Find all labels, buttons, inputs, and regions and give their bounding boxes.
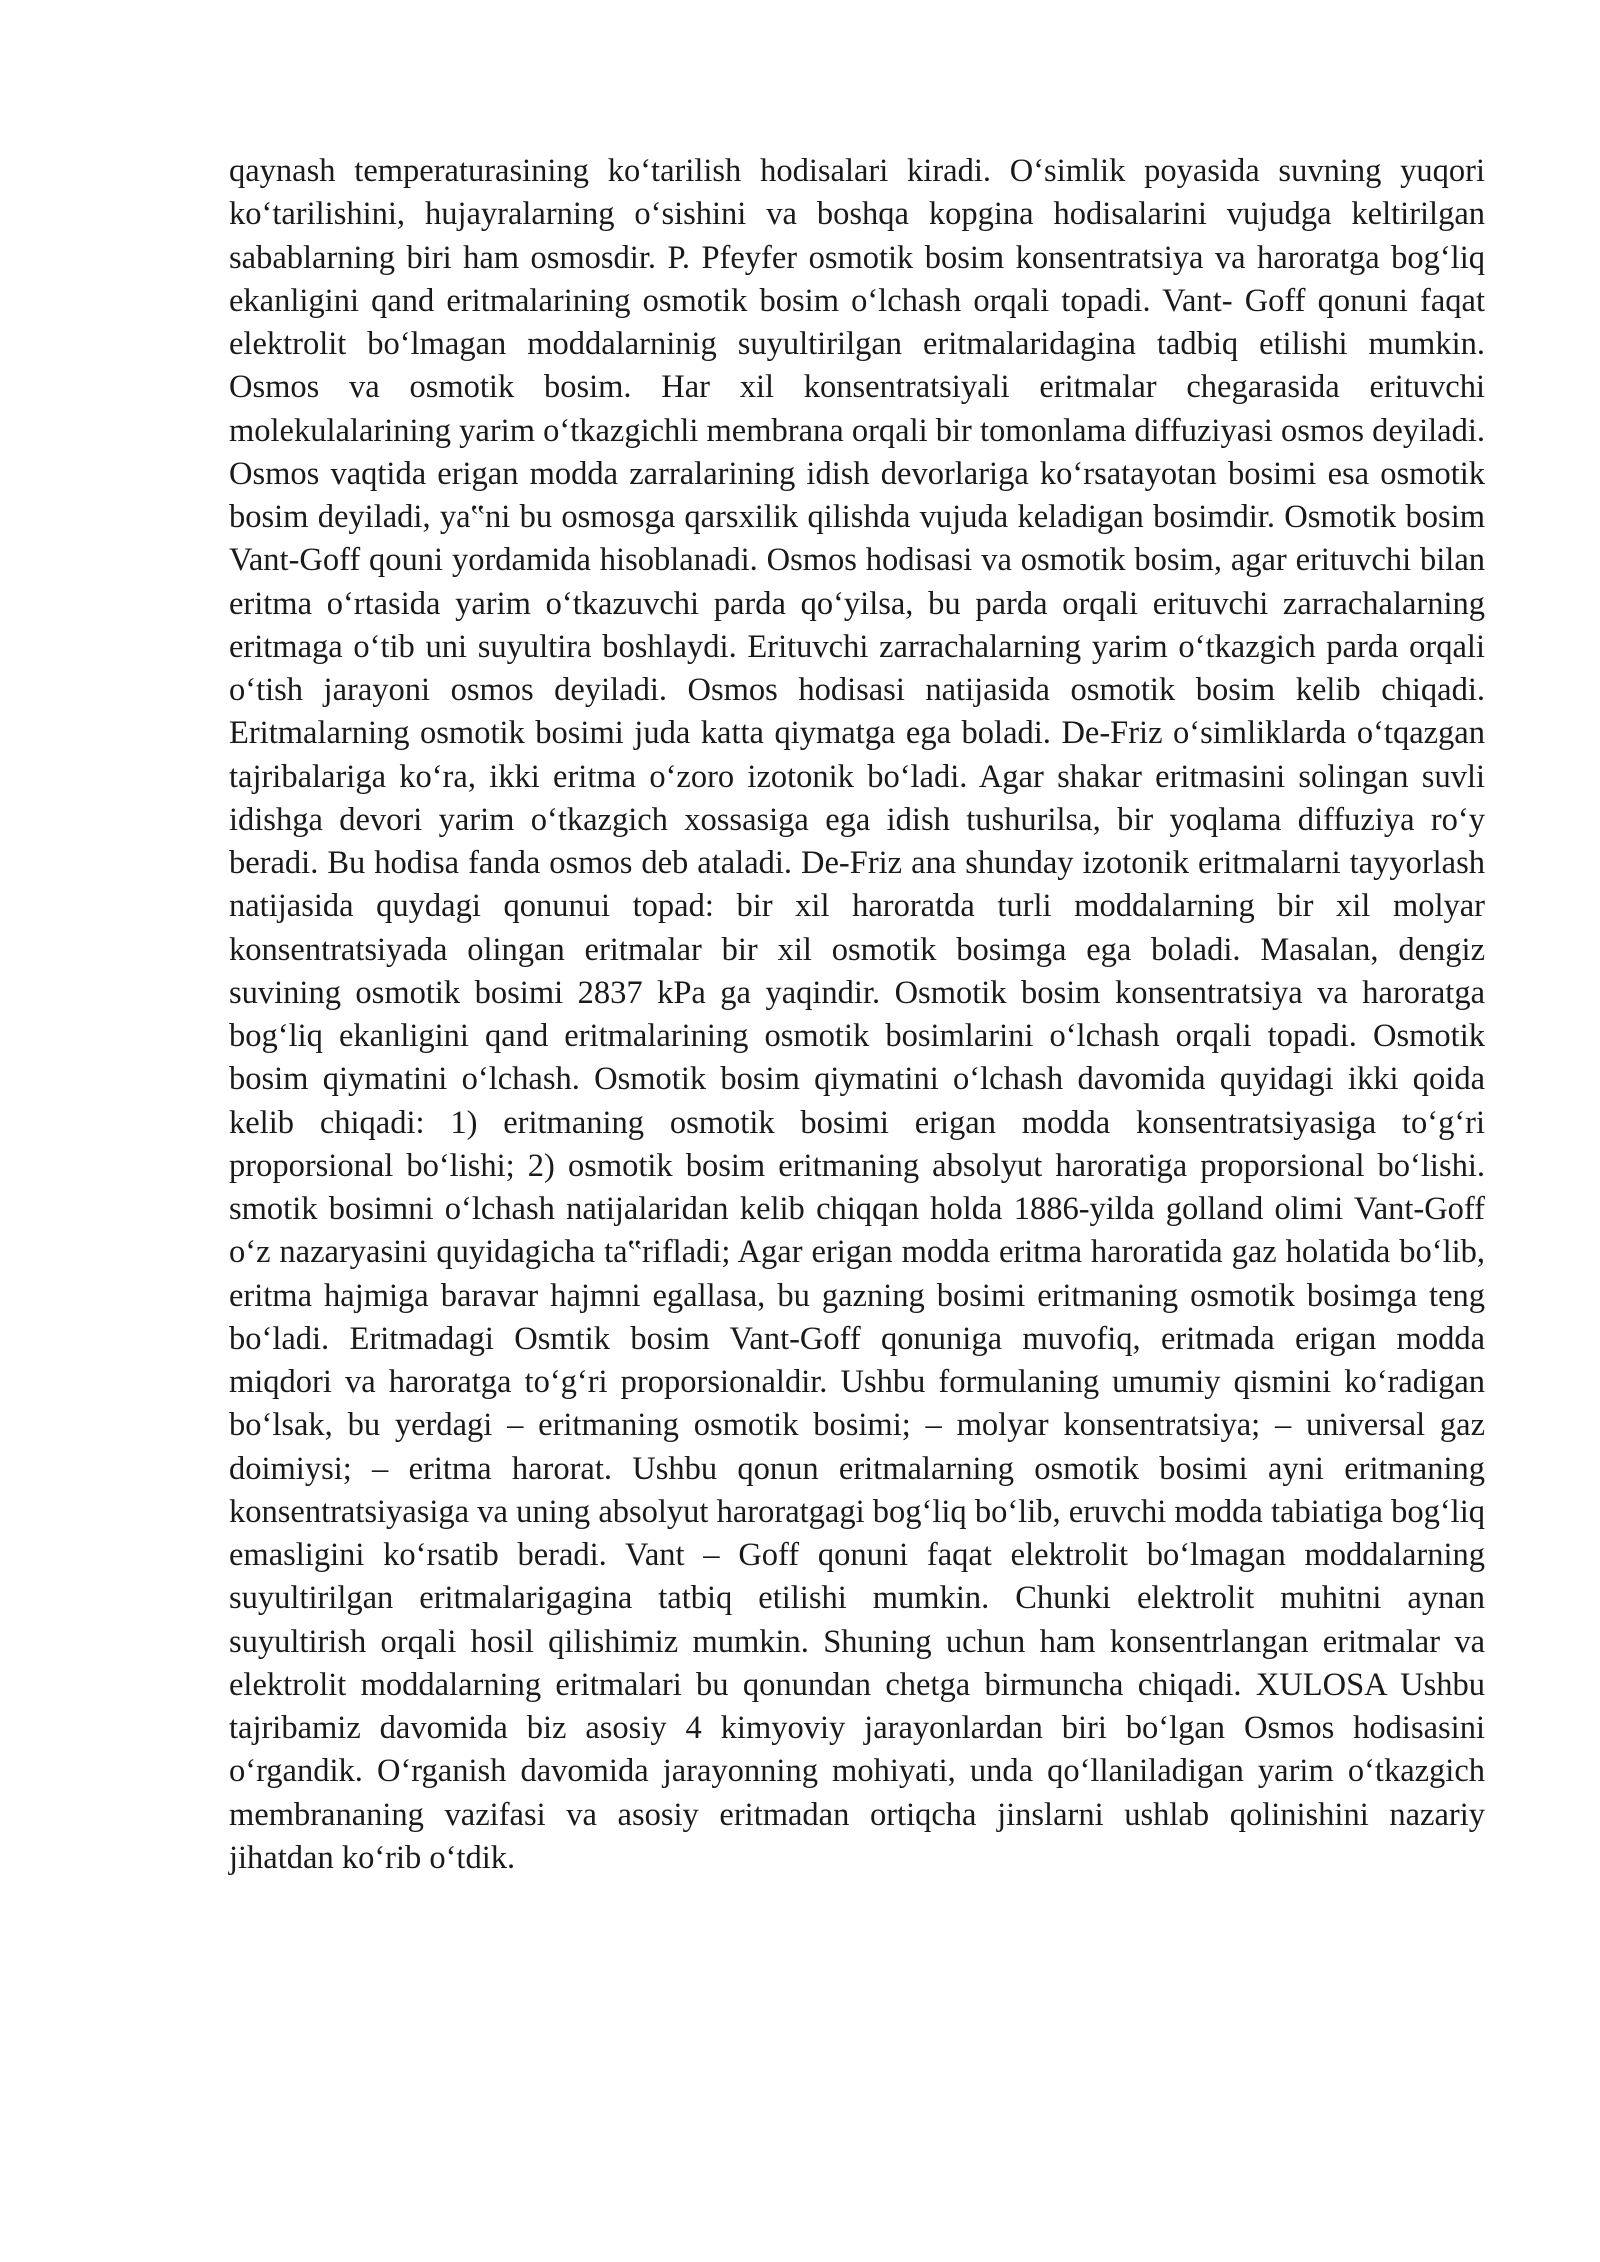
- body-text-block: [229, 150, 1485, 1880]
- body-paragraph: qaynash temperaturasining ko‘tarilish hodisalari kiradi. O‘simlik poyasida suvning yuqori ko‘tarilishini, hujayralarning o‘sishini va boshqa kopgina hodisalarini vujudga keltirilgan sabablarning biri ham osmosdir. P. Pfeyfer osmotik bosim konsentratsiya va haroratga bog‘liq ekanligini qand eritmalarining osmotik bosim o‘lchash orqali topadi. Vant- Goff qonuni faqat elektrolit bo‘lmagan moddalarninig suyultirilgan eritmalaridagina tadbiq etilishi mumkin. Osmos va osmotik bosim. Har xil konsentratsiyali eritmalar chegarasida erituvchi molekulalarining yarim o‘tkazgichli membrana orqali bir tomonlama diffuziyasi osmos deyiladi. Osmos vaqtida erigan modda zarralarining idish devorlariga ko‘rsatayotan bosimi esa osmotik bosim deyiladi, ya‟ni bu osmosga qarsxilik qilishda vujuda keladigan bosimdir. Osmotik bosim Vant-Goff qouni yordamida hisoblanadi. Osmos hodisasi va osmotik bosim, agar erituvchi bilan eritma o‘rtasida yarim o‘tkazuvchi parda qo‘yilsa, bu parda orqali erituvchi zarrachalarning eritmaga o‘tib uni suyultira boshlaydi. Erituvchi zarrachalarning yarim o‘tkazgich parda orqali o‘tish jarayoni osmos deyiladi. Osmos hodisasi natijasida osmotik bosim kelib chiqadi. Eritmalarning osmotik bosimi juda katta qiymatga ega boladi. De-Friz o‘simliklarda o‘tqazgan tajribalariga ko‘ra, ikki eritma o‘zoro izotonik bo‘ladi. Agar shakar eritmasini solingan suvli idishga devori yarim o‘tkazgich xossasiga ega idish tushurilsa, bir yoqlama diffuziya ro‘y beradi. Bu hodisa fanda osmos deb ataladi. De-Friz ana shunday izotonik eritmalarni tayyorlash natijasida quydagi qonunui topad: bir xil haroratda turli moddalarning bir xil molyar konsentratsiyada olingan eritmalar bir xil osmotik bosimga ega boladi. Masalan, dengiz suvining osmotik bosimi 2837 kPa ga yaqindir. Osmotik bosim konsentratsiya va haroratga bog‘liq ekanligini qand eritmalarining osmotik bosimlarini o‘lchash orqali topadi. Osmotik bosim qiymatini o‘lchash. Osmotik bosim qiymatini o‘lchash davomida quyidagi ikki qoida kelib chiqadi: 1) eritmaning osmotik bosimi erigan modda konsentratsiyasiga to‘g‘ri proporsional bo‘lishi; 2) osmotik bosim eritmaning absolyut haroratiga proporsional bo‘lishi. smotik bosimni o‘lchash natijalaridan kelib chiqqan holda 1886-yilda golland olimi Vant-Goff o‘z nazaryasini quyidagicha ta‟rifladi; Agar erigan modda eritma haroratida gaz holatida bo‘lib, eritma hajmiga baravar hajmni egallasa, bu gazning bosimi eritmaning osmotik bosimga teng bo‘ladi. Eritmadagi Osmtik bosim Vant-Goff qonuniga muvofiq, eritmada erigan modda miqdori va haroratga to‘g‘ri proporsionaldir. Ushbu formulaning umumiy qismini ko‘radigan bo‘lsak, bu yerdagi – eritmaning osmotik bosimi; – molyar konsentratsiya; – universal gaz doimiysi; – eritma harorat. Ushbu qonun eritmalarning osmotik bosimi ayni eritmaning konsentratsiyasiga va uning absolyut haroratgagi bog‘liq bo‘lib, eruvchi modda tabiatiga bog‘liq emasligini ko‘rsatib beradi. Vant – Goff qonuni faqat elektrolit bo‘lmagan moddalarning suyultirilgan eritmalarigagina tatbiq etilishi mumkin. Chunki elektrolit muhitni aynan suyultirish orqali hosil qilishimiz mumkin. Shuning uchun ham konsentrlangan eritmalar va elektrolit moddalarning eritmalari bu qonundan chetga birmuncha chiqadi. XULOSA Ushbu tajribamiz davomida biz asosiy 4 kimyoviy jarayonlardan biri bo‘lgan Osmos hodisasini o‘rgandik. O‘rganish davomida jarayonning mohiyati, unda qo‘llaniladigan yarim o‘tkazgich membrananing vazifasi va asosiy eritmadan ortiqcha jinslarni ushlab qolinishini nazariy jihatdan ko‘rib o‘tdik.: [229, 153, 1485, 1876]
